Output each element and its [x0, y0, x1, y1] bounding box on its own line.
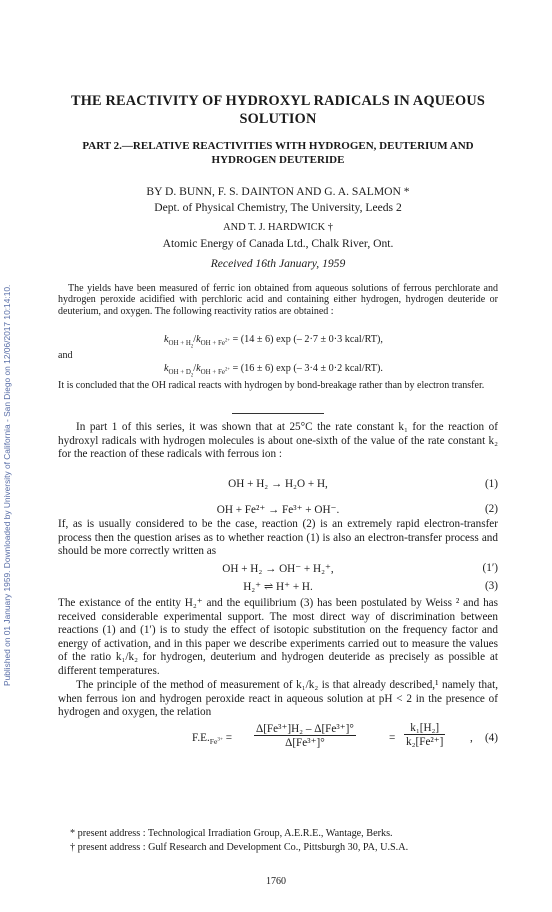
equation-1: [58, 478, 498, 492]
equation-2: [58, 503, 498, 517]
footnote-2: † present address : Gulf Research and Development Co., Pittsburgh 30, PA, U.S.A.: [70, 842, 409, 853]
download-watermark: [2, 96, 16, 686]
equation-3-body: H₂⁺ ⇌ H⁺ + H.: [243, 581, 313, 593]
paper-title: [58, 92, 498, 128]
ratio-equation-1: $k_{OH + H_2}/k_{OH + Fe^{2+}} = (14 \pm 6)$ exp (– 2·7 ± 0·3 kcal/RT),: [164, 334, 383, 350]
paragraph-intro: In part 1 of this series, it was shown that at 25°C the rate constant k₁ for the reaction of hydroxyl radicals with hydrogen molecules is about one-sixth of the value of the rate constant k₂ for the reaction of these radicals with ferrous ion :: [58, 421, 498, 461]
affiliation-leeds: Dept. of Physical Chemistry, The University, Leeds 2: [154, 201, 402, 214]
equation-1-prime-number: (1′): [482, 562, 498, 574]
equation-4: $F.E._{Fe^{3+}}$ = $\frac{\text{Δ[Fe³⁺]H₂ – Δ[Fe³⁺]°}}{\text{Δ[Fe³⁺]°}}$ = $\frac{\text{k₁[H₂]}}{\text{k₂[Fe²⁺]}}$ , (4): [192, 722, 498, 749]
paragraph-isotopic-substitution: The existance of the entity H₂⁺ and the equilibrium (3) has been postulated by Weiss ² and has received considerable experimental support. The most direct way of discrimination between reactions (1) and (1′) is to study the effect of isotopic substitution on the frequency factor and energy of activation, and in this paper we describe experiments carried out to measure the values of the ratio k₁/k₂ for hydrogen, deuterium and hydrogen deuteride as precisely as possible at different temperatures.: [58, 597, 498, 677]
ratio-equation-2: $k_{OH + D_2}/k_{OH + Fe^{2+}} = (16 \pm 6)$ exp (– 3·4 ± 0·2 kcal/RT).: [164, 363, 383, 379]
equation-2-body: OH + Fe²⁺ → Fe³⁺ + OH⁻.: [216, 504, 340, 516]
abstract-and: and: [58, 350, 73, 361]
section-divider: [232, 413, 324, 414]
equation-4-fraction-2: [404, 722, 445, 748]
equation-4-number: (4): [484, 732, 498, 744]
ratio-1-value: = (14 ± 6) exp (– 2·7 ± 0·3 kcal/RT),: [232, 334, 383, 345]
equation-1-prime: [58, 562, 498, 576]
paragraph-electron-transfer: If, as is usually considered to be the case, reaction (2) is an extremely rapid electron-transfer process then the question arises as to whether reaction (1) is also an electron-transfer process and should be more correctly written as: [58, 518, 498, 558]
equation-1-body: OH + H₂ → H₂O + H,: [228, 478, 328, 490]
equation-3: [58, 580, 498, 594]
equation-1-prime-body: OH + H₂ → OH⁻ + H₂⁺,: [222, 563, 334, 575]
affiliation-chalk-river: Atomic Energy of Canada Ltd., Chalk River, Ont.: [162, 237, 394, 250]
equation-4-lhs: F.E.: [192, 732, 210, 744]
title-line-2: SOLUTION: [239, 111, 317, 127]
abstract-conclusion: It is concluded that the OH radical reacts with hydrogen by bond-breakage rather than by electron transfer.: [58, 380, 485, 391]
paper-subtitle: [58, 139, 498, 167]
equation-3-number: (3): [484, 580, 498, 592]
authors-secondary: AND T. J. HARDWICK †: [223, 222, 333, 233]
equation-4-denominator-1: Δ[Fe³⁺]°: [285, 737, 325, 749]
authors-primary: BY D. BUNN, F. S. DAINTON AND G. A. SALMON *: [146, 185, 410, 198]
ratio-2-value: = (16 ± 6) exp (– 3·4 ± 0·2 kcal/RT).: [232, 363, 383, 374]
equation-4-fraction-1: [254, 722, 356, 749]
title-line-1: THE REACTIVITY OF HYDROXYL RADICALS IN AQUEOUS: [70, 93, 486, 109]
received-date: Received 16th January, 1959: [210, 257, 346, 270]
footnote-1: * present address : Technological Irradiation Group, A.E.R.E., Wantage, Berks.: [70, 828, 393, 839]
download-watermark-text: Published on 01 January 1959. Downloaded by University of California - San Diego on 12/06/2017 10:14:10.: [2, 284, 12, 686]
equation-4-numerator-2: k₁[H₂]: [404, 722, 445, 735]
abstract-text: The yields have been measured of ferric ion obtained from aqueous solutions of ferrous perchlorate and hydrogen peroxide acidified with perchloric acid and containing either hydrogen, hydrogen deuteride or deuterium, and oxygen. The following reactivity ratios are obtained :: [58, 283, 498, 317]
paragraph-method: The principle of the method of measurement of k₁/k₂ is that already described,¹ namely that, when ferrous ion and hydrogen peroxide react in aqueous solution at pH < 2 in the presence of hydrogen and oxygen, the relation: [58, 679, 498, 719]
equation-4-denominator-2: k₂[Fe²⁺]: [406, 736, 444, 748]
subtitle-line-1: PART 2.—RELATIVE REACTIVITIES WITH HYDROGEN, DEUTERIUM AND: [82, 140, 474, 152]
equation-1-number: (1): [484, 478, 498, 490]
equation-2-number: (2): [484, 503, 498, 515]
equation-4-numerator-1: Δ[Fe³⁺]H₂ – Δ[Fe³⁺]°: [256, 723, 354, 735]
subtitle-line-2: HYDROGEN DEUTERIDE: [211, 154, 345, 166]
page-number: 1760: [266, 876, 286, 887]
